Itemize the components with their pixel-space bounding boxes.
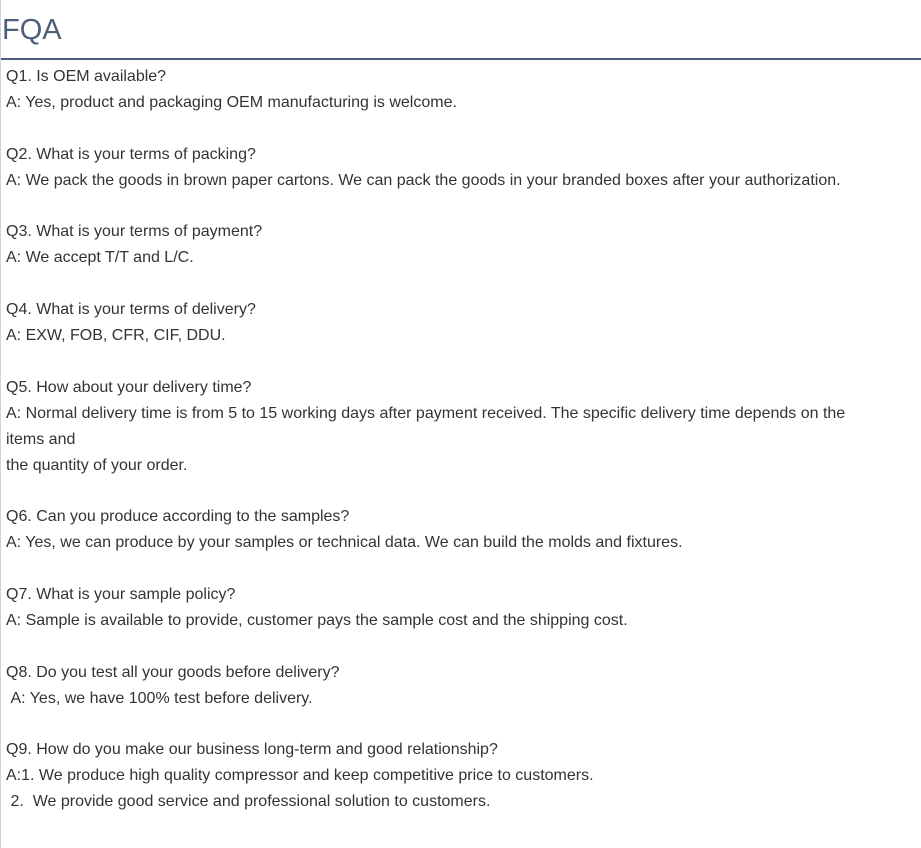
faq-question: Q6. Can you produce according to the samples? [6,508,350,526]
faq-item [6,297,906,349]
page-title: FQA [2,14,62,46]
faq-question: Q2. What is your terms of packing? [6,145,256,163]
faq-answer: A: We pack the goods in brown paper cartons. We can pack the goods in your branded boxes after your authorization. [6,171,841,189]
faq-item [6,737,906,815]
faq-answer: A:1. We produce high quality compressor and keep competitive price to customers. [6,767,594,785]
faq-question: Q1. Is OEM available? [6,68,167,85]
faq-answer: A: Yes, we have 100% test before delivery. [6,689,313,707]
faq-item [6,504,906,556]
faq-item [6,375,906,479]
faq-item [6,660,906,712]
faq-question: Q9. How do you make our business long-term and good relationship? [6,741,498,759]
faq-question: Q7. What is your sample policy? [6,586,236,604]
faq-question: Q8. Do you test all your goods before delivery? [6,663,340,681]
faq-answer: A: Normal delivery time is from 5 to 15 working days after payment received. The specific delivery time depends on the [6,404,846,422]
faq-answer: items and [6,430,76,448]
faq-answer: A: We accept T/T and L/C. [6,249,194,267]
faq-answer: the quantity of your order. [6,456,188,474]
faq-item [6,582,906,634]
faq-item [6,142,906,194]
faq-answer: A: EXW, FOB, CFR, CIF, DDU. [6,327,226,345]
faq-question: Q4. What is your terms of delivery? [6,301,256,319]
faq-question: Q5. How about your delivery time? [6,378,252,396]
faq-answer: 2. We provide good service and professional solution to customers. [6,793,491,811]
faq-item [6,219,906,271]
faq-answer: A: Sample is available to provide, customer pays the sample cost and the shipping cost. [6,611,628,629]
faq-question: Q3. What is your terms of payment? [6,223,263,241]
faq-answer: A: Yes, product and packaging OEM manufacturing is welcome. [6,93,457,111]
faq-list [6,64,906,841]
faq-answer: A: Yes, we can produce by your samples or technical data. We can build the molds and fixtures. [6,534,683,552]
title-divider [1,58,921,60]
faq-item [6,64,906,116]
